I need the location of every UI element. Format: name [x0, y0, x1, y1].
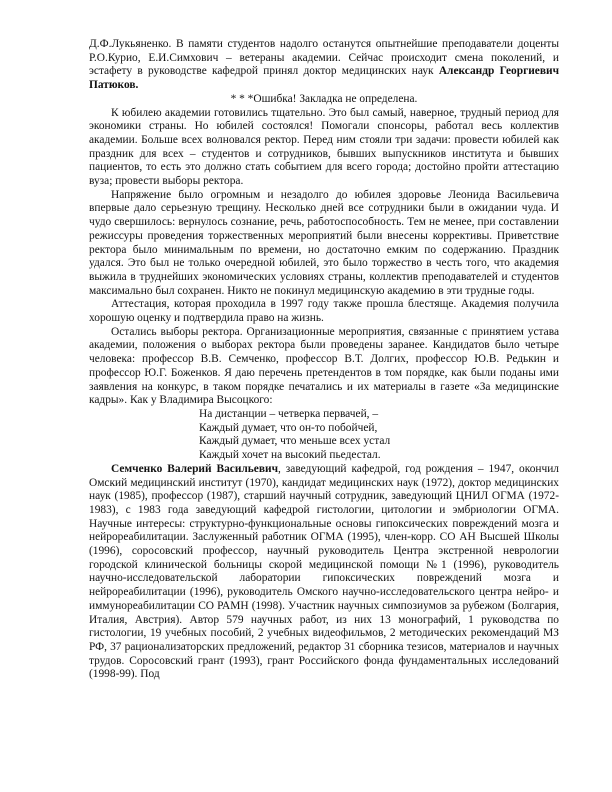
paragraph-5: Остались выборы ректора. Организационные мероприятия, связанные с принятием устава академии, положения о выборах ректора были проведены заранее. Кандидатов было четыре человека: профессор В.В. Семченко, профессор В.Т. Долгих, профессор Ю.В. Редькин и профессор Ю.Г. Боженков. Я даю перечень претендентов в том порядке, как были поданы ими заявления на конкурс, в таком порядке печатались и их материалы в газете «За медицинские кадры». Как у Владимира Высоцкого: — [89, 325, 559, 407]
paragraph-1 — [89, 38, 559, 93]
paragraph-6 — [89, 463, 559, 682]
candidate-name: Семченко Валерий Васильевич — [111, 462, 279, 475]
poem-line: На дистанции – четверка первачей, – — [199, 407, 379, 420]
paragraph-3: Напряжение было огромным и незадолго до юбилея здоровье Леонида Васильевича впервые дало серьезную трещину. Несколько дней все сотрудники были в ожидании чуда. И чудо свершилось: вернулось сознание, речь, работоспособность. Тем не менее, при составлении режиссуры проведения торжественных мероприятий были внесены коррективы. Приветствие ректора было минимальным по времени, но достаточно емким по содержанию. Праздник удался. Это был не только очередной юбилей, это было торжество в честь того, что академия выжила в труднейших экономических условиях страны, коллектив преподавателей и студентов максимально был сохранен. Никто не покинул медицинскую академию в эти трудные годы. — [89, 188, 559, 297]
poem-quote — [199, 408, 559, 463]
document-page — [89, 38, 559, 682]
section-separator: * * *Ошибка! Закладка не определена. — [230, 92, 418, 105]
paragraph-1-text: Д.Ф.Лукьяненко. В памяти студентов надолго останутся опытнейшие преподаватели доценты Р.О.Курио, Е.И.Симхович – ветераны академии. Сейчас происходит смена поколений, и эстафету в руководстве кафедрой принял доктор медицинских наук — [89, 38, 559, 78]
poem-line: Каждый думает, что меньше всех устал — [199, 435, 391, 448]
poem-line: Каждый хочет на высокий пьедестал. — [199, 449, 381, 462]
paragraph-4: Аттестация, которая проходила в 1997 году также прошла блестяще. Академия получила хорошую оценку и подтвердила право на жизнь. — [89, 298, 559, 325]
paragraph-2: К юбилею академии готовились тщательно. Это был самый, наверное, трудный период для экономики страны. Но юбилей состоялся! Помогали спонсоры, работал весь коллектив академии. Больше всех волновался ректор. Перед ним стояли три задачи: провести юбилей как праздник для всех – студентов и сотрудников, бывших выпускников института и бывших пациентов, то есть это должно стать событием для всего города; достойно пройти аттестацию вуза; провести выборы ректора. — [89, 106, 559, 188]
head-of-department-name: Александр Георгиевич Патюков. — [89, 65, 559, 92]
paragraph-6-text: , заведующий кафедрой, год рождения – 1947, окончил Омский медицинский институт (1970), кандидат медицинских наук (1972), доктор медицинских наук (1985), профессор (1987), старший научный сотрудник, заведующий ЦНИЛ ОГМА (1972-1983), с 1983 года заведующий кафедрой гистологии, цитологии и эмбриологии ОГМА. Научные интересы: структурно-функциональные основы гипоксических повреждений мозга и нейрореабилитации. Заслуженный работник ОГМА (1995), член-корр. СО АН Высшей Школы (1996), соросовский профессор, научный руководитель Центра экстренной неврологии городской клинической больницы скорой медицинской помощи №1 (1996), руководитель научно-исследовательской лаборатории гипоксических повреждений мозга и нейрореабилитации (1996), руководитель Омского научно-исследовательского центра нейро- и иммунореабилитации СО РАМН (1998). Участник научных симпозиумов за рубежом (Болгария, Италия, Австрия). Автор 579 научных работ, из них 13 монографий, 1 руководства по гистологии, 19 учебных пособий, 2 учебных видеофильмов, 2 методических рекомендаций МЗ РФ, 37 рационализаторских предложений, редактор 31 сборника тезисов, материалов и научных трудов. Соросовский грант (1993), грант Российского фонда фундаментальных исследований (1998-99). Под — [89, 462, 559, 681]
poem-line: Каждый думает, что он-то побойчей, — [199, 421, 378, 434]
